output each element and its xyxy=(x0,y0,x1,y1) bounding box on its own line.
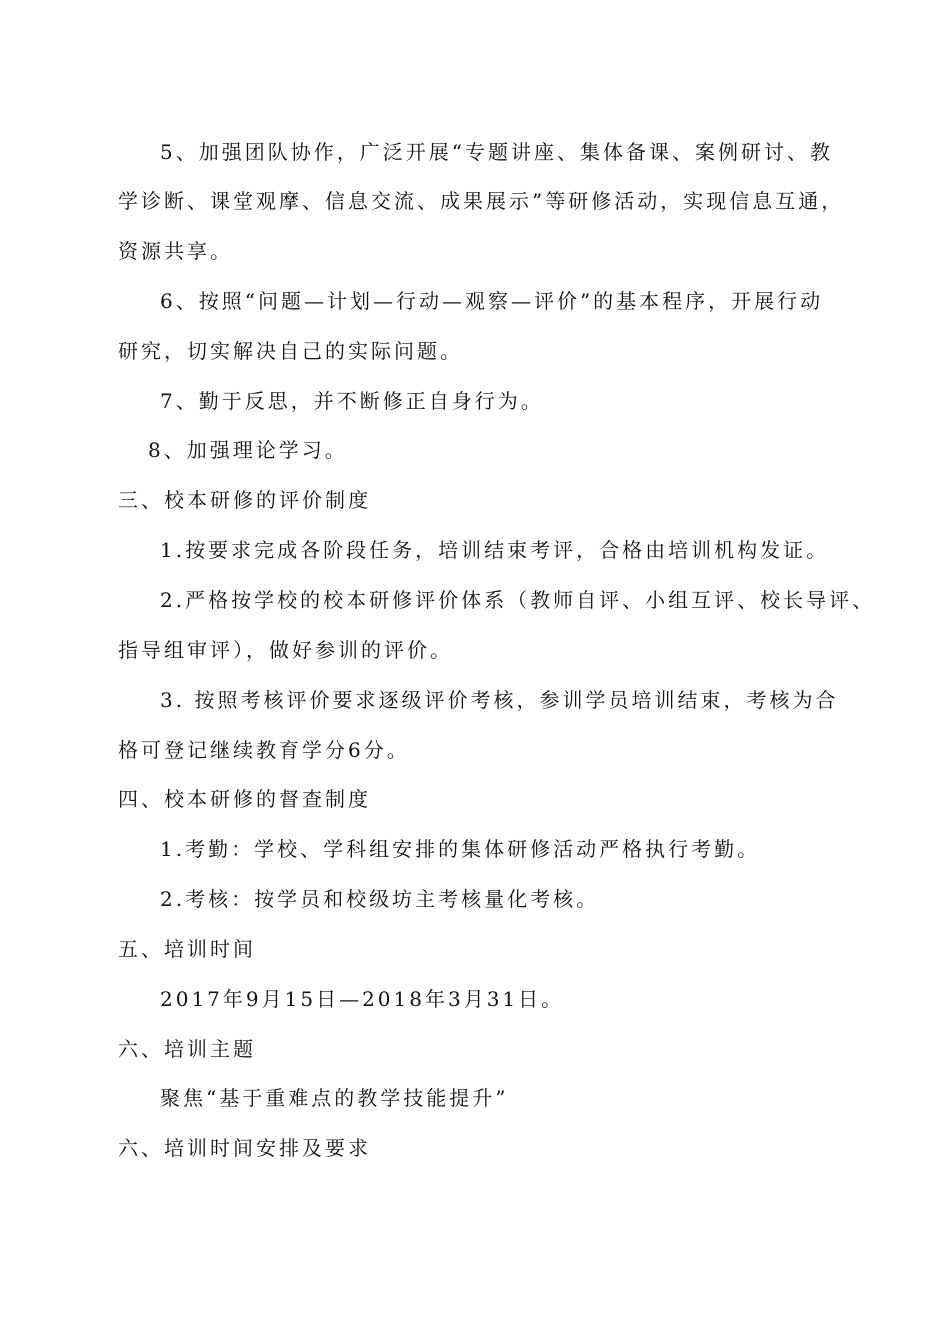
section-heading-training-theme: 六、培训主题 xyxy=(118,1037,256,1061)
training-time-range: 2017年9月15日—2018年3月31日。 xyxy=(160,987,565,1011)
paragraph-item-5-line-2: 学诊断、课堂观摩、信息交流、成果展示”等研修活动，实现信息互通， xyxy=(118,189,845,213)
evaluation-item-3-line-2: 格可登记继续教育学分6分。 xyxy=(118,738,410,762)
training-theme-text: 聚焦“基于重难点的教学技能提升” xyxy=(160,1086,509,1110)
section-heading-training-time: 五、培训时间 xyxy=(118,937,256,961)
paragraph-item-7: 7、勤于反思，并不断修正自身行为。 xyxy=(160,389,544,413)
paragraph-item-8: 8、加强理论学习。 xyxy=(148,438,348,462)
paragraph-item-5-line-3: 资源共享。 xyxy=(118,239,233,263)
section-heading-schedule: 六、培训时间安排及要求 xyxy=(118,1136,371,1160)
evaluation-item-2-line-2: 指导组审评），做好参训的评价。 xyxy=(118,638,453,662)
supervision-item-1: 1.考勤：学校、学科组安排的集体研修活动严格执行考勤。 xyxy=(160,837,761,861)
supervision-item-2: 2.考核：按学员和校级坊主考核量化考核。 xyxy=(160,887,600,911)
evaluation-item-2-line-1: 2.严格按学校的校本研修评价体系（教师自评、小组互评、校长导评、 xyxy=(160,588,876,612)
paragraph-item-5-line-1: 5、加强团队协作，广泛开展“专题讲座、集体备课、案例研讨、教 xyxy=(160,140,833,164)
section-heading-evaluation: 三、校本研修的评价制度 xyxy=(118,488,371,512)
evaluation-item-1: 1.按要求完成各阶段任务，培训结束考评，合格由培训机构发证。 xyxy=(160,538,830,562)
paragraph-item-6-line-1: 6、按照“问题—计划—行动—观察—评价”的基本程序，开展行动 xyxy=(160,289,824,313)
paragraph-item-6-line-2: 研究，切实解决自己的实际问题。 xyxy=(118,339,463,363)
section-heading-supervision: 四、校本研修的督查制度 xyxy=(118,787,371,811)
evaluation-item-3-line-1: 3. 按照考核评价要求逐级评价考核，参训学员培训结束，考核为合 xyxy=(160,688,839,712)
